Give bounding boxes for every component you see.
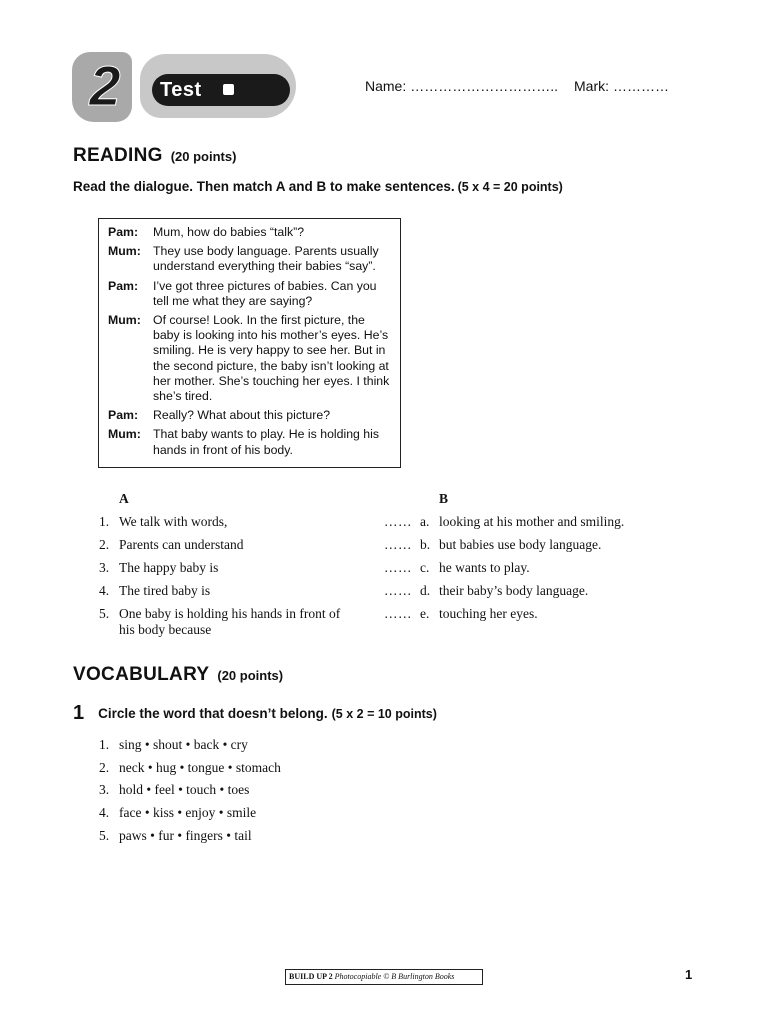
matching-row — [99, 560, 699, 580]
option-letter: c. — [420, 560, 430, 575]
speaker-label: Pam: — [108, 278, 139, 293]
question-instruction: Circle the word that doesn’t belong. — [98, 706, 328, 721]
item-number: 5. — [99, 606, 110, 621]
vocabulary-item[interactable] — [99, 805, 256, 821]
photocopiable-note: Photocopiable © — [334, 972, 390, 981]
reading-instruction-text: Read the dialogue. Then match A and B to make sentences. — [73, 179, 455, 194]
speaker-label: Mum: — [108, 313, 141, 328]
mark-label: Mark: — [574, 78, 610, 94]
vocabulary-item[interactable] — [99, 737, 248, 753]
option-letter: b. — [420, 537, 431, 552]
item-number: 1. — [99, 737, 110, 752]
item-number: 3. — [99, 782, 110, 797]
sentence-end: but babies use body language. — [439, 537, 602, 552]
dialogue-turn — [108, 408, 390, 423]
dialogue-turn — [108, 225, 390, 240]
column-b-heading: B — [439, 491, 449, 506]
answer-blank[interactable]: …… — [384, 560, 412, 575]
sentence-end: looking at his mother and smiling. — [439, 514, 625, 529]
item-number: 2. — [99, 760, 110, 775]
vocabulary-item[interactable] — [99, 782, 249, 798]
sentence-end: touching her eyes. — [439, 606, 538, 621]
dialogue-turn — [108, 279, 390, 309]
item-number: 1. — [99, 514, 110, 529]
sentence-start: We talk with words, — [119, 514, 228, 529]
unit-number: 2 — [89, 54, 121, 117]
answer-blank[interactable]: …… — [384, 537, 412, 552]
sentence-start: Parents can understand — [119, 537, 244, 552]
vocabulary-title: VOCABULARY — [73, 664, 210, 685]
dialogue-line: Mum, how do babies “talk”? — [153, 225, 305, 239]
question-number: 1 — [73, 702, 85, 724]
dialogue-turn — [108, 427, 390, 457]
word-list[interactable]: hold • feel • touch • toes — [119, 782, 250, 797]
sentence-end: their baby’s body language. — [439, 583, 589, 598]
series-name: BUILD UP 2 — [289, 972, 333, 981]
reading-points: (20 points) — [170, 149, 237, 164]
option-letter: a. — [420, 514, 430, 529]
name-mark-line — [365, 77, 673, 95]
item-number: 4. — [99, 805, 110, 820]
publisher-name: B Burlington Books — [391, 972, 455, 981]
option-letter: d. — [420, 583, 431, 598]
mark-field[interactable]: ………… — [613, 78, 670, 94]
dialogue-box — [98, 218, 401, 468]
reading-heading — [73, 145, 236, 167]
unit-test-badge — [72, 50, 296, 124]
vocabulary-item[interactable] — [99, 760, 281, 776]
word-list[interactable]: sing • shout • back • cry — [119, 737, 248, 752]
speaker-label: Pam: — [108, 225, 139, 239]
vocabulary-item[interactable] — [99, 828, 252, 844]
dialogue-line: That baby wants to play. He is holding his hands in front of his body. — [153, 427, 380, 457]
matching-row — [99, 606, 699, 642]
reading-title: READING — [73, 145, 163, 166]
vocabulary-heading — [73, 664, 283, 686]
answer-blank[interactable]: …… — [384, 583, 412, 598]
matching-row — [99, 537, 699, 557]
item-number: 4. — [99, 583, 110, 598]
answer-blank[interactable]: …… — [384, 606, 412, 621]
reading-instruction — [73, 179, 563, 194]
reading-instruction-points: (5 x 4 = 20 points) — [457, 180, 563, 194]
dialogue-line: Really? What about this picture? — [153, 408, 331, 423]
vocabulary-question — [73, 702, 437, 725]
test-version-square-icon — [223, 84, 234, 95]
name-field[interactable]: ………………………….. — [410, 78, 559, 94]
matching-row — [99, 583, 699, 603]
sentence-end: he wants to play. — [439, 560, 530, 575]
dialogue-turn — [108, 244, 390, 274]
vocabulary-points: (20 points) — [217, 668, 284, 683]
sentence-start: One baby is holding his hands in front of his body because — [119, 606, 341, 637]
question-points: (5 x 2 = 10 points) — [331, 706, 437, 721]
word-list[interactable]: neck • hug • tongue • stomach — [119, 760, 281, 775]
column-a-heading: A — [119, 491, 129, 506]
word-list[interactable]: face • kiss • enjoy • smile — [119, 805, 257, 820]
dialogue-turn — [108, 313, 390, 404]
answer-blank[interactable]: …… — [384, 514, 412, 529]
word-list[interactable]: paws • fur • fingers • tail — [119, 828, 252, 843]
dialogue-line: Of course! Look. In the first picture, the baby is looking into his mother’s eyes. He’s smiling. He is very happy to see her. But in the second picture, the baby isn’t looking at her mother. She’s touching her eyes. I think she’s tired. — [153, 313, 390, 404]
speaker-label: Mum: — [108, 427, 141, 442]
sentence-start: The happy baby is — [119, 560, 219, 575]
test-label: Test — [160, 79, 202, 101]
item-number: 3. — [99, 560, 110, 575]
matching-row — [99, 514, 699, 534]
option-letter: e. — [420, 606, 430, 621]
speaker-label: Pam: — [108, 408, 139, 423]
name-label: Name: — [365, 78, 407, 94]
item-number: 2. — [99, 537, 110, 552]
page-number: 1 — [685, 967, 693, 982]
sentence-start: The tired baby is — [119, 583, 211, 598]
dialogue-line: I’ve got three pictures of babies. Can you tell me what they are saying? — [153, 278, 377, 308]
copyright-footer — [285, 969, 483, 985]
dialogue-line: They use body language. Parents usually understand everything their babies “say”. — [153, 244, 379, 274]
speaker-label: Mum: — [108, 244, 141, 259]
item-number: 5. — [99, 828, 110, 843]
